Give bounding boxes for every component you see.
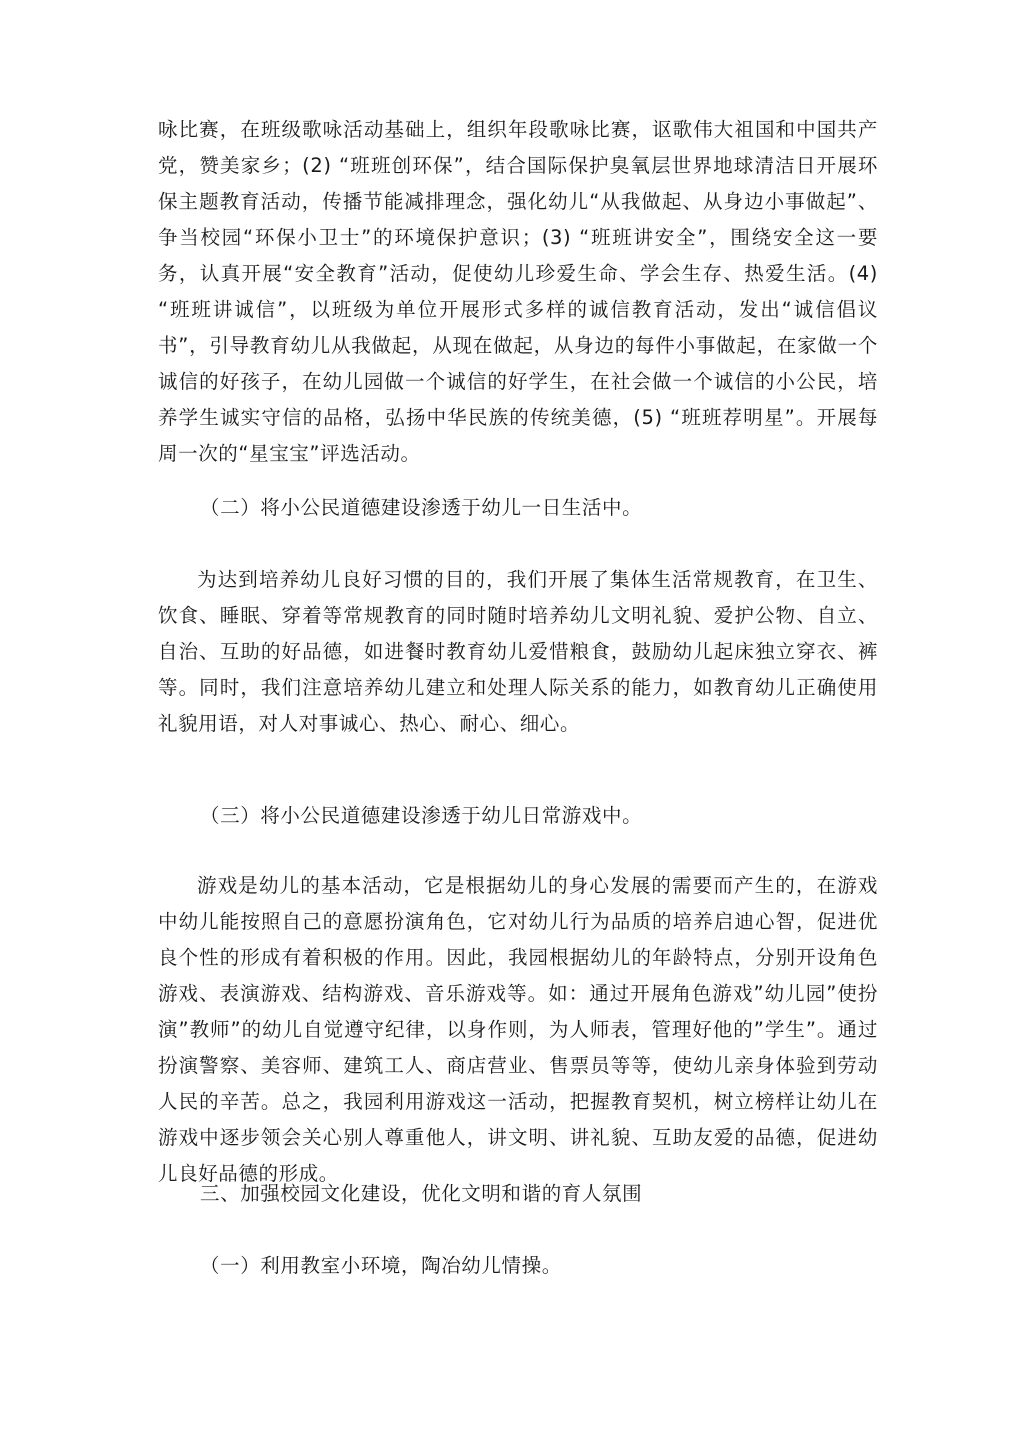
paragraph-games: 游戏是幼儿的基本活动，它是根据幼儿的身心发展的需要而产生的，在游戏中幼儿能按照自己的意愿扮演角色，它对幼儿行为品质的培养启迪心智，促进优良个性的形成有着积极的作用。因此，我园根据幼儿的年龄特点，分别开设角色游戏、表演游戏、结构游戏、音乐游戏等。如：通过开展角色游戏”幼儿园”使扮演”教师”的幼儿自觉遵守纪律，以身作则，为人师表，管理好他的”学生”。通过扮演警察、美容师、建筑工人、商店营业、售票员等等，使幼儿亲身体验到劳动人民的辛苦。总之，我园利用游戏这一活动，把握教育契机，树立榜样让幼儿在游戏中逐步领会关心别人尊重他人，讲文明、讲礼貌、互助友爱的品德，促进幼儿良好品德的形成。	[158, 874, 878, 1185]
paragraph-daily-life: 为达到培养幼儿良好习惯的目的，我们开展了集体生活常规教育，在卫生、饮食、睡眠、穿着等常规教育的同时随时培养幼儿文明礼貌、爱护公物、自立、自治、互助的好品德，如进餐时教育幼儿爱惜粮食，鼓励幼儿起床独立穿衣、裤等。同时，我们注意培养幼儿建立和处理人际关系的能力，如教育幼儿正确使用礼貌用语，对人对事诚心、热心、耐心、细心。	[158, 568, 878, 735]
section-heading-games: （三）将小公民道德建设渗透于幼儿日常游戏中。	[200, 804, 643, 827]
section-heading-classroom-environment: （一）利用教室小环境，陶冶幼儿情操。	[200, 1254, 562, 1277]
chapter-heading-campus-culture: 三、加强校园文化建设，优化文明和谐的育人氛围	[200, 1182, 643, 1205]
paragraph-class-activities: 咏比赛，在班级歌咏活动基础上，组织年段歌咏比赛，讴歌伟大祖国和中国共产党，赞美家乡；(2) “班班创环保”，结合国际保护臭氧层世界地球清洁日开展环保主题教育活动，传播节能减排理念，强化幼儿“从我做起、从身边小事做起”、争当校园“环保小卫士”的环境保护意识；(3) “班班讲安全”，围绕安全这一要务，认真开展“安全教育”活动，促使幼儿珍爱生命、学会生存、热爱生活。(4) “班班讲诚信”，以班级为单位开展形式多样的诚信教育活动，发出“诚信倡议书”，引导教育幼儿从我做起，从现在做起，从身边的每件小事做起，在家做一个诚信的好孩子，在幼儿园做一个诚信的好学生，在社会做一个诚信的小公民，培养学生诚实守信的品格，弘扬中华民族的传统美德，(5) “班班荐明星”。开展每周一次的“星宝宝”评选活动。	[158, 118, 878, 465]
section-heading-daily-life: （二）将小公民道德建设渗透于幼儿一日生活中。	[200, 496, 643, 519]
